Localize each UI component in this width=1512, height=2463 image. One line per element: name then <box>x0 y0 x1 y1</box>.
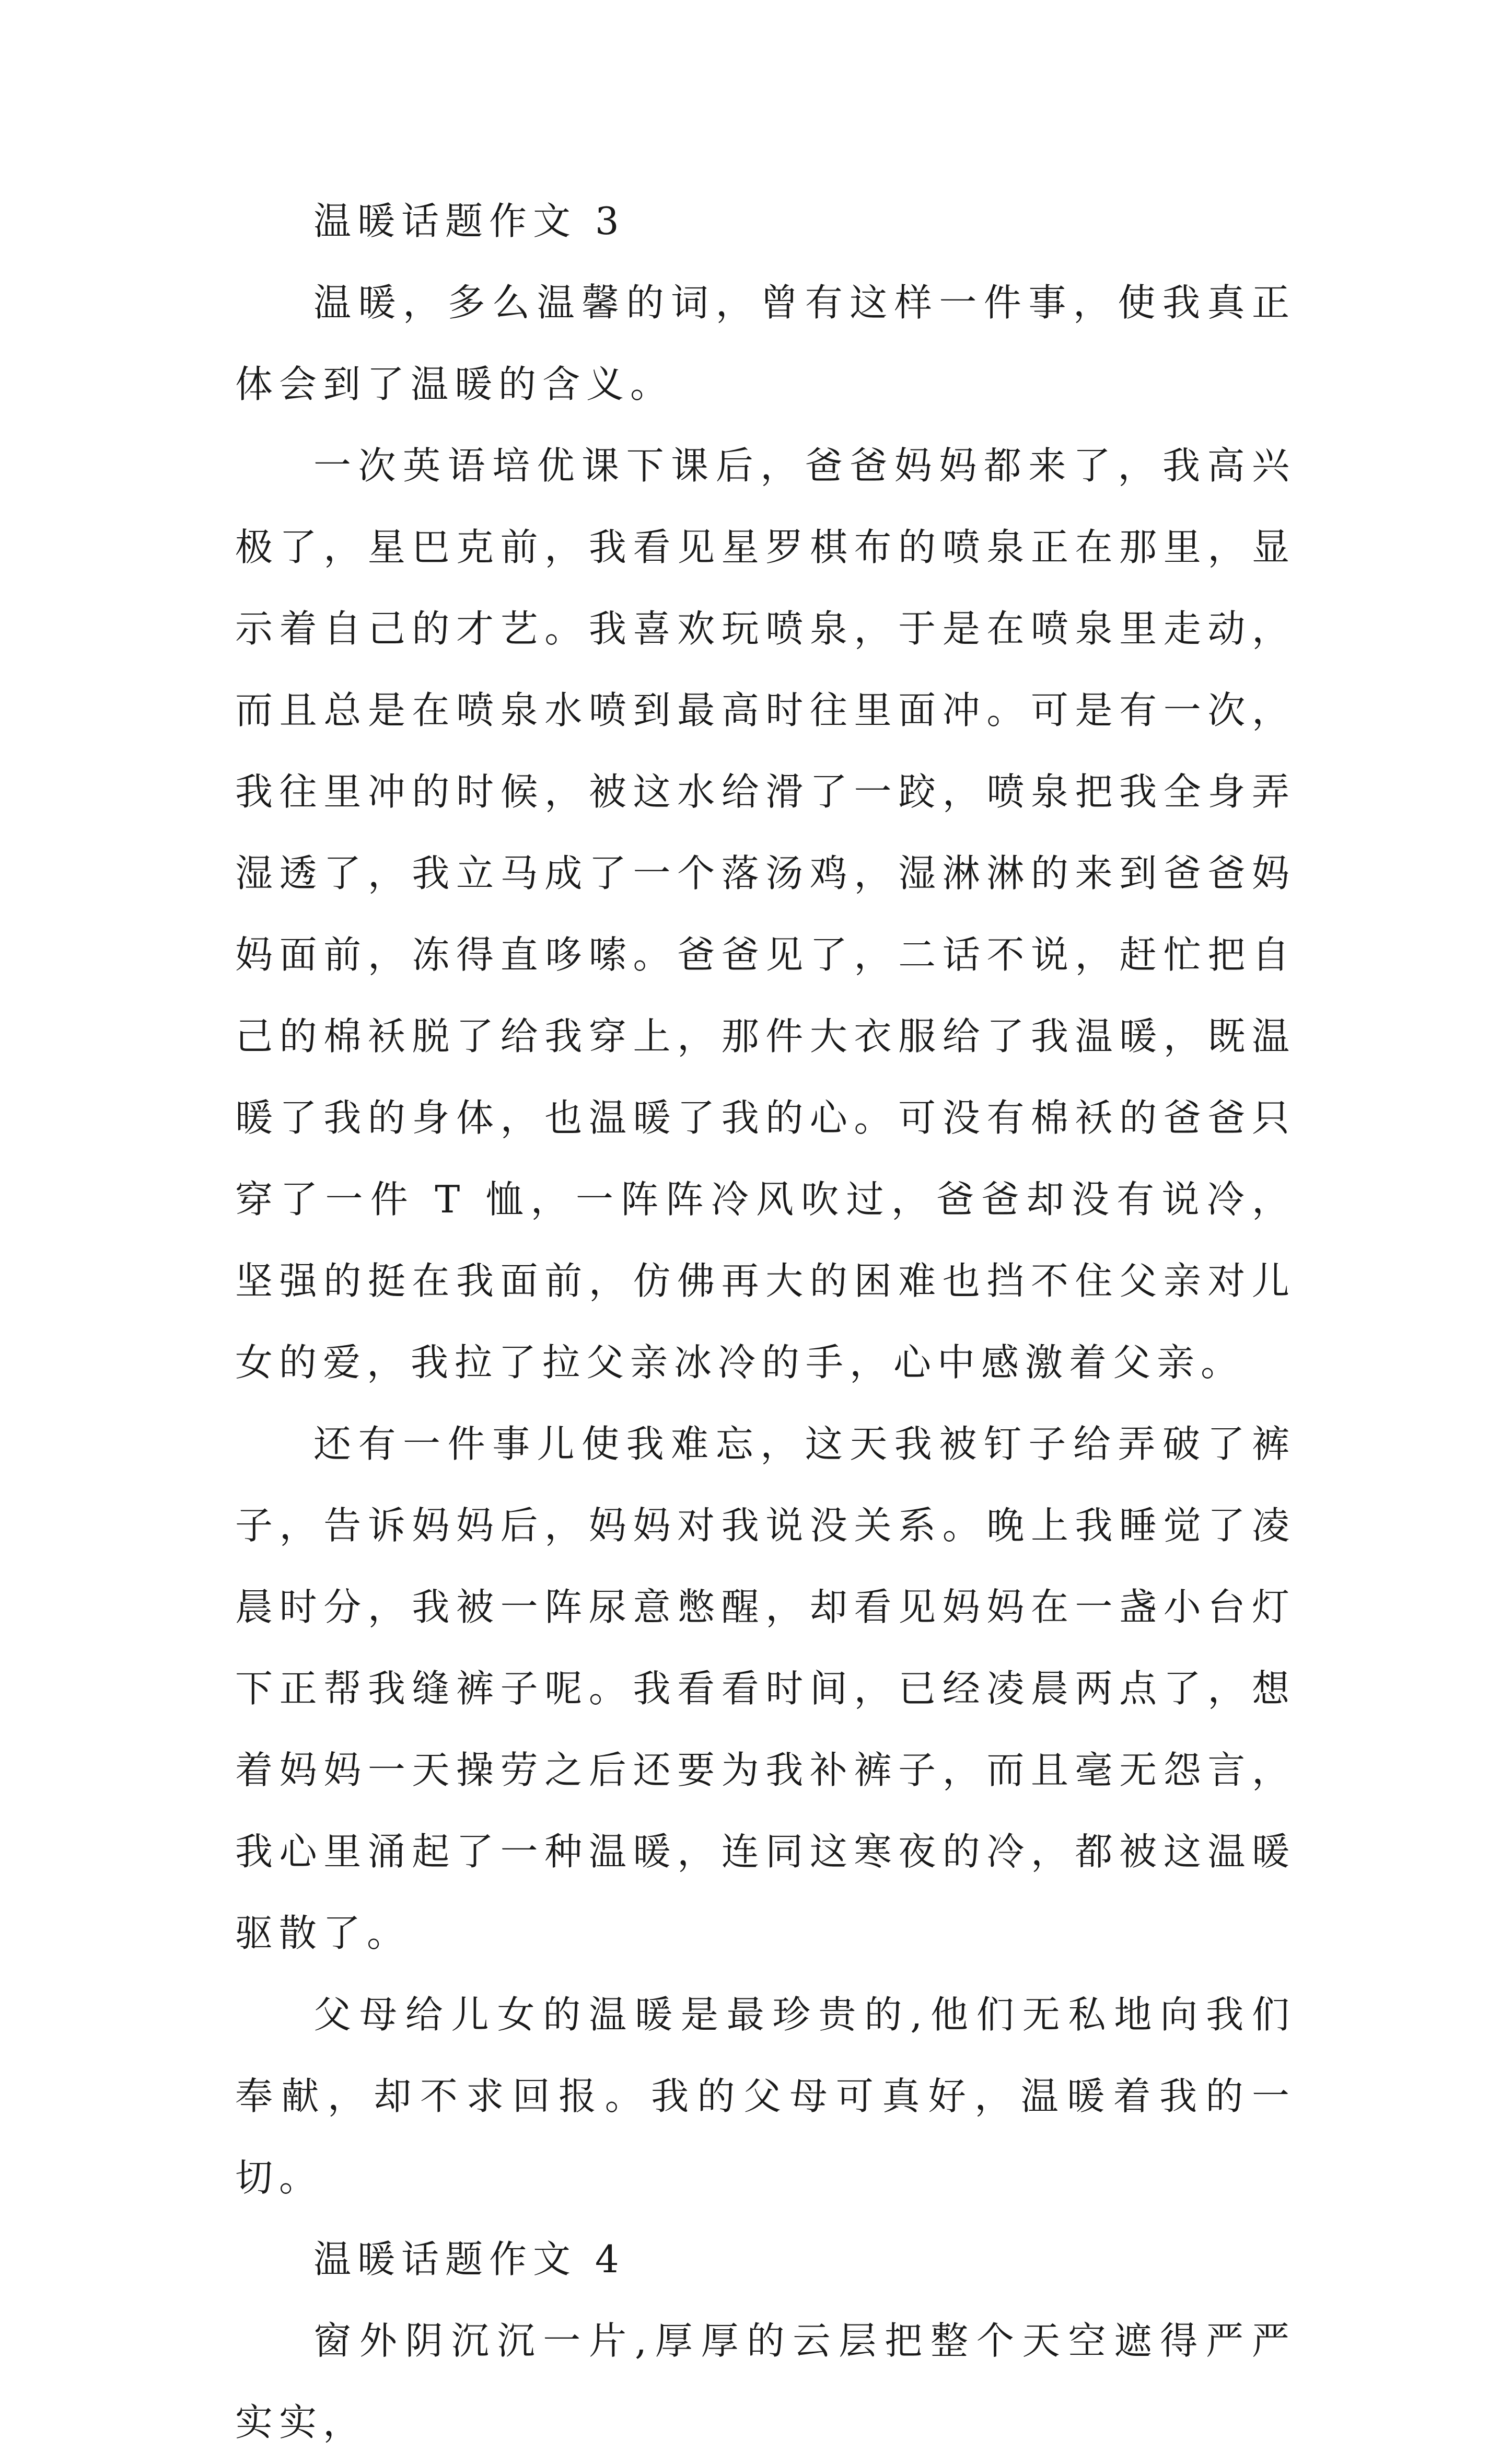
paragraph: 温暖，多么温馨的词，曾有这样一件事，使我真正体会到了温暖的含义。 <box>235 281 1296 406</box>
paragraph: 一次英语培优课下课后，爸爸妈妈都来了，我高兴极了，星巴克前，我看见星罗棋布的喷泉正在那里，显示着自己的才艺。我喜欢玩喷泉，于是在喷泉里走动，而且总是在喷泉水喷到最高时往里面冲。可是有一次，我往里冲的时候，被这水给滑了一跤，喷泉把我全身弄湿透了，我立马成了一个落汤鸡，湿淋淋的来到爸爸妈妈面前，冻得直哆嗦。爸爸见了，二话不说，赶忙把自己的棉袄脱了给我穿上，那件大衣服给了我温暖，既温暖了我的身体，也温暖了我的心。可没有棉袄的爸爸只穿了一件 T 恤，一阵阵冷风吹过，爸爸却没有说冷，坚强的挺在我面前，仿佛再大的困难也挡不住父亲对儿女的爱，我拉了拉父亲冰冷的手，心中感激着父亲。 <box>235 444 1296 1384</box>
paragraph: 父母给儿女的温暖是最珍贵的,他们无私地向我们奉献，却不求回报。我的父母可真好，温暖着我的一切。 <box>235 1993 1296 2200</box>
document-page <box>235 180 1296 2463</box>
section-title-3: 温暖话题作文 3 <box>313 199 625 243</box>
paragraph: 窗外阴沉沉一片,厚厚的云层把整个天空遮得严严实实， <box>235 2319 1296 2444</box>
paragraph: 还有一件事儿使我难忘，这天我被钉子给弄破了裤子，告诉妈妈后，妈妈对我说没关系。晚上我睡觉了凌晨时分，我被一阵尿意憋醒，却看见妈妈在一盏小台灯下正帮我缝裤子呢。我看看时间，已经凌晨两点了，想着妈妈一天操劳之后还要为我补裤子，而且毫无怨言，我心里涌起了一种温暖，连同这寒夜的冷，都被这温暖驱散了。 <box>235 1422 1296 1955</box>
section-title-4: 温暖话题作文 4 <box>313 2237 625 2281</box>
